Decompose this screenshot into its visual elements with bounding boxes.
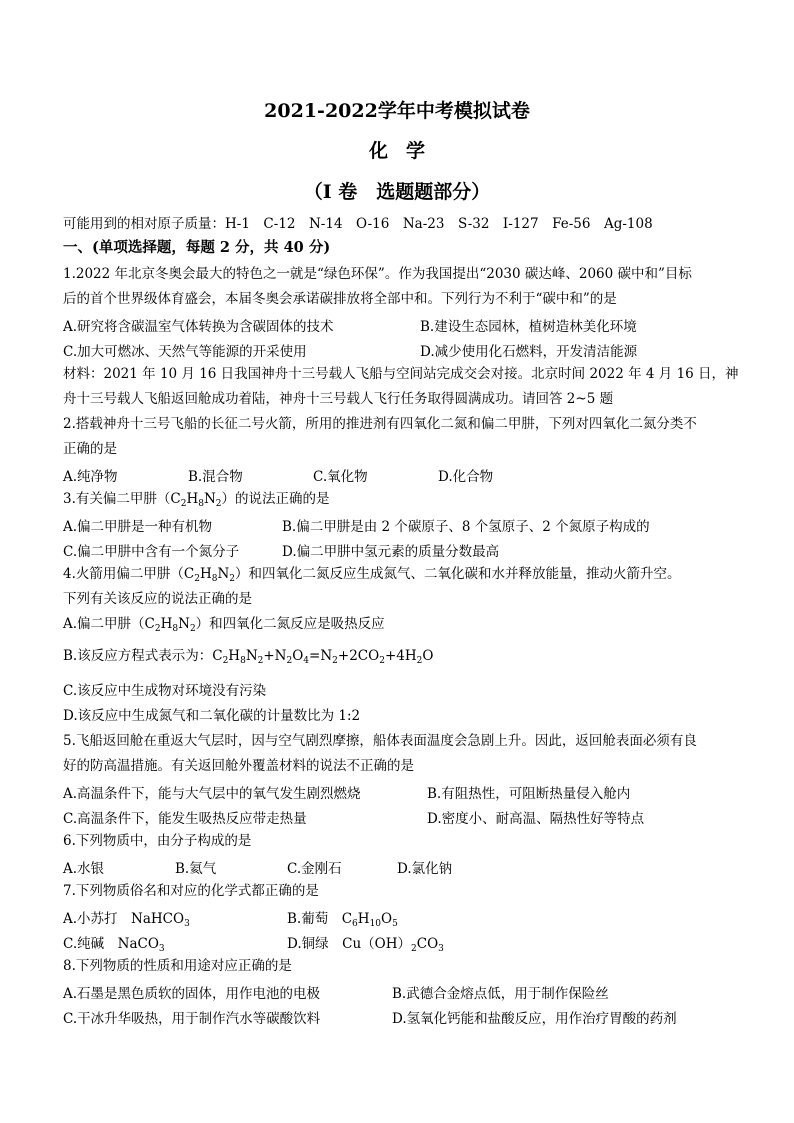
q4-stem-line1: 4.火箭用偏二甲肼$(C_2H_8N_2)$和四氧化二氮反应生成氮气、二氧化碳和水并释放能量，推动火箭升空。 bbox=[63, 566, 681, 584]
q8-stem: 8.下列物质的性质和用途对应正确的是 bbox=[63, 958, 292, 974]
subject-title: 化学 bbox=[368, 140, 443, 162]
q5-option-a: A.高温条件下，能与大气层中的氧气发生剧烈燃烧 bbox=[63, 786, 361, 802]
q6-option-a: A.水银 bbox=[63, 861, 105, 877]
q3-option-b: B.偏二甲肼是由 2 个碳原子、8 个氢原子、2 个氮原子构成的 bbox=[282, 519, 650, 535]
q4-option-d: D.该反应中生成氮气和二氧化碳的计量数比为 1:2 bbox=[63, 708, 361, 724]
q6-option-c: C.金刚石 bbox=[287, 861, 342, 877]
section-title: （I 卷 选题题部分） bbox=[303, 181, 491, 203]
q7-option-d: D.铜绿 $Cu(OH)_2CO_3$ bbox=[287, 936, 444, 954]
q8-option-a: A.石墨是黑色质软的固体，用作电池的电极 bbox=[63, 986, 321, 1002]
q4-option-a: A.偏二甲肼$(C_2H_8N_2)$和四氧化二氮反应是吸热反应 bbox=[63, 616, 385, 634]
atomic-mass-line: 可能用到的相对原子质量：H-1 C-12 N-14 O-16 Na-23 S-32 I-127 Fe-56 Ag-108 bbox=[63, 216, 653, 232]
q6-stem: 6.下列物质中，由分子构成的是 bbox=[63, 833, 252, 849]
q4-option-b: B.该反应方程式表示为：$C_2H_8N_2+N_2O_4=N_2+2CO_2+4H_2O$ bbox=[63, 648, 434, 666]
part-heading: 一、(单项选择题，每题 2 分，共 40 分) bbox=[63, 239, 331, 256]
q3-stem: 3.有关偏二甲肼$(C_2H_8N_2)$的说法正确的是 bbox=[63, 491, 330, 509]
q7-option-b: B.葡萄 $C_6H_{10}O_5$ bbox=[287, 911, 398, 929]
q6-option-b: B.氦气 bbox=[175, 861, 217, 877]
reaction-equation: $C_2H_8N_2+N_2O_4=N_2+2CO_2+4H_2O$ bbox=[212, 648, 434, 666]
q1-option-d: D.减少使用化石燃料，开发清洁能源 bbox=[420, 344, 638, 360]
q1-stem-line1: 1.2022 年北京冬奥会最大的特色之一就是“绿色环保”。作为我国提出“2030 碳达峰、2060 碳中和”目标 bbox=[63, 266, 692, 282]
q1-stem-line2: 后的首个世界级体育盛会，本届冬奥会承诺碳排放将全部中和。下列行为不利于“碳中和”的是 bbox=[63, 291, 617, 307]
q2-option-b: B.混合物 bbox=[188, 469, 243, 485]
q3-option-d: D.偏二甲肼中氢元素的质量分数最高 bbox=[282, 544, 500, 560]
q8-option-c: C.干冰升华吸热，用于制作汽水等碳酸饮料 bbox=[63, 1011, 321, 1027]
q3-option-c: C.偏二甲肼中含有一个氮分子 bbox=[63, 544, 240, 560]
q1-option-c: C.加大可燃冰、天然气等能源的开采使用 bbox=[63, 344, 307, 360]
q5-option-d: D.密度小、耐高温、隔热性好等特点 bbox=[427, 811, 645, 827]
q3-option-a: A.偏二甲肼是一种有机物 bbox=[63, 519, 213, 535]
q8-option-d: D.氢氧化钙能和盐酸反应，用作治疗胃酸的药剂 bbox=[392, 1011, 677, 1027]
q7-option-a: A.小苏打 NaHCO$_3$ bbox=[63, 911, 190, 929]
q5-option-b: B.有阻热性，可阻断热量侵入舱内 bbox=[427, 786, 631, 802]
material-line2: 舟十三号载人飞船返回舱成功着陆，神舟十三号载人飞行任务取得圆满成功。请回答 2~5 题 bbox=[63, 391, 614, 407]
q5-option-c: C.高温条件下，能发生吸热反应带走热量 bbox=[63, 811, 307, 827]
q2-stem-line2: 正确的是 bbox=[63, 441, 117, 457]
q4-stem-line2: 下列有关该反应的说法正确的是 bbox=[63, 591, 252, 607]
q7-stem: 7.下列物质俗名和对应的化学式都正确的是 bbox=[63, 883, 319, 899]
q2-stem-line1: 2.搭载神舟十三号飞船的长征二号火箭，所用的推进剂有四氧化二氮和偏二甲肼，下列对四氧化二氮分类不 bbox=[63, 416, 697, 432]
q4-option-c: C.该反应中生成物对环境没有污染 bbox=[63, 683, 267, 699]
q7-option-c: C.纯碱 NaCO$_3$ bbox=[63, 936, 165, 954]
q6-option-d: D.氯化钠 bbox=[397, 861, 453, 877]
q1-option-b: B.建设生态园林，植树造林美化环境 bbox=[420, 319, 637, 335]
material-line1: 材料：2021 年 10 月 16 日我国神舟十三号载人飞船与空间站完成交会对接。北京时间 2022 年 4 月 16 日，神 bbox=[63, 366, 739, 382]
exam-title: 2021-2022学年中考模拟试卷 bbox=[264, 100, 530, 122]
q2-option-d: D.化合物 bbox=[438, 469, 494, 485]
q1-option-a: A.研究将含碳温室气体转换为含碳固体的技术 bbox=[63, 319, 334, 335]
q8-option-b: B.武德合金熔点低，用于制作保险丝 bbox=[392, 986, 609, 1002]
q2-option-c: C.氧化物 bbox=[313, 469, 368, 485]
q5-stem-line1: 5.飞船返回舱在重返大气层时，因与空气剧烈摩擦，船体表面温度会急剧上升。因此，返回舱表面必须有良 bbox=[63, 733, 697, 749]
q2-option-a: A.纯净物 bbox=[63, 469, 118, 485]
q5-stem-line2: 好的防高温措施。有关返回舱外覆盖材料的说法不正确的是 bbox=[63, 758, 414, 774]
